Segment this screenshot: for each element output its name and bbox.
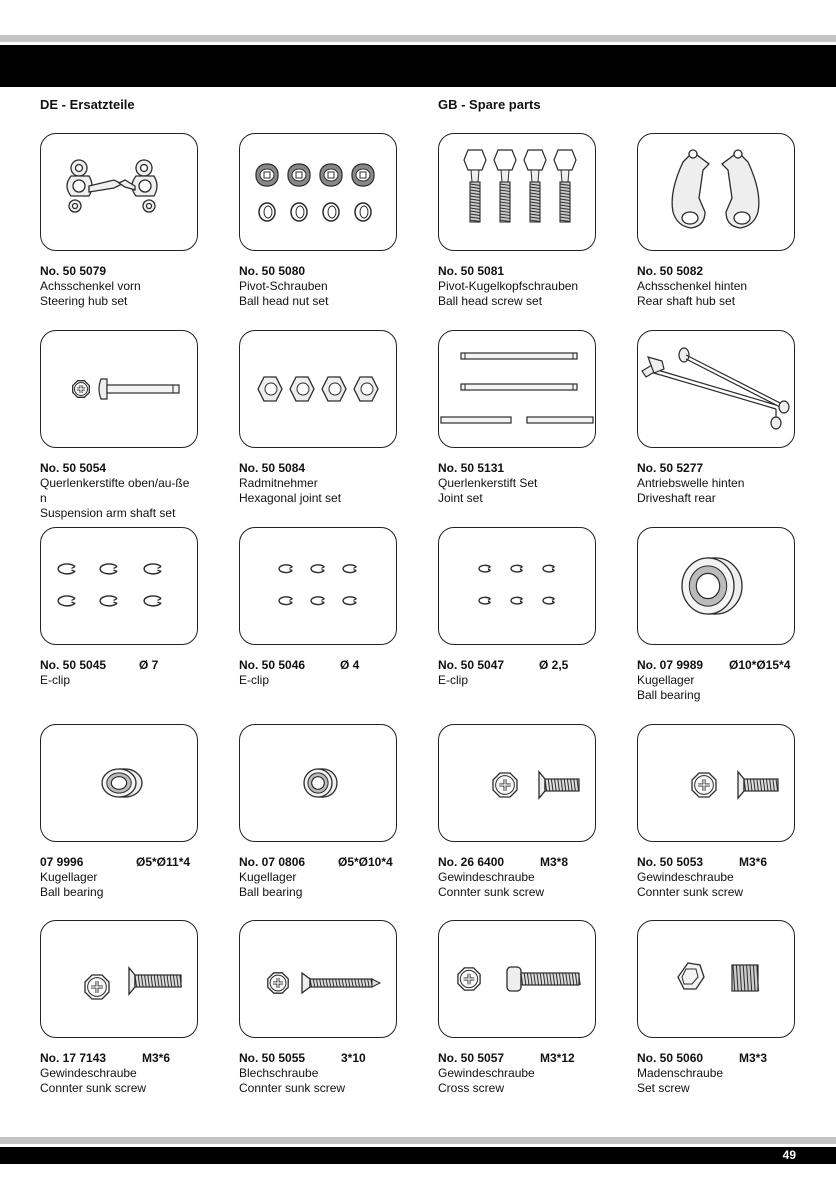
countersunk-screw-icon xyxy=(41,921,197,1037)
part-card xyxy=(40,133,198,251)
countersunk-screw-icon xyxy=(638,725,794,841)
part-caption xyxy=(40,264,215,309)
part-caption xyxy=(40,855,215,900)
part-number: No. 26 6400 xyxy=(438,855,505,869)
part-name-en: Ball bearing xyxy=(637,688,701,702)
part-size: M3*8 xyxy=(540,855,569,869)
bottom-grey-band xyxy=(0,1137,836,1144)
part-card xyxy=(637,527,795,645)
part-number: No. 17 7143 xyxy=(40,1051,107,1065)
ball-head-screw-icon xyxy=(439,134,595,250)
part-card xyxy=(438,724,596,842)
part-caption xyxy=(239,264,414,309)
part-card xyxy=(40,920,198,1038)
part-number: No. 50 5047 xyxy=(438,658,505,672)
part-card xyxy=(438,527,596,645)
part-size: Ø 2,5 xyxy=(539,658,569,672)
part-caption xyxy=(637,658,812,703)
part-caption xyxy=(40,461,215,521)
section-title-gb: GB - Spare parts xyxy=(438,97,541,112)
part-size: Ø5*Ø10*4 xyxy=(338,855,393,869)
ball-bearing-icon xyxy=(638,528,794,644)
part-name-en: Connter sunk screw xyxy=(239,1081,346,1095)
driveshaft-icon xyxy=(638,331,794,447)
part-caption xyxy=(438,855,613,900)
part-name-de: Achsschenkel hinten xyxy=(637,279,748,293)
part-card xyxy=(637,133,795,251)
part-name-en: Steering hub set xyxy=(40,294,128,308)
set-screw-icon xyxy=(638,921,794,1037)
ball-bearing-icon xyxy=(240,725,396,841)
steering-hub-icon xyxy=(41,134,197,250)
part-number: No. 50 5131 xyxy=(438,461,505,475)
part-size: 3*10 xyxy=(341,1051,366,1065)
part-number: No. 50 5082 xyxy=(637,264,704,278)
part-size: Ø10*Ø15*4 xyxy=(729,658,791,672)
part-card xyxy=(239,920,397,1038)
page-number: 49 xyxy=(782,1148,796,1162)
part-caption xyxy=(438,264,613,309)
part-number: No. 50 5057 xyxy=(438,1051,505,1065)
part-number: No. 50 5046 xyxy=(239,658,306,672)
countersunk-screw-icon xyxy=(439,725,595,841)
part-name-de: E-clip xyxy=(40,673,71,687)
part-name-de: Querlenkerstifte oben/au-ßen xyxy=(40,476,190,505)
part-number: No. 50 5081 xyxy=(438,264,505,278)
part-caption xyxy=(40,658,215,688)
part-name-en: Ball bearing xyxy=(239,885,303,899)
part-card xyxy=(637,330,795,448)
part-caption xyxy=(239,1051,414,1096)
part-name-de: Radmitnehmer xyxy=(239,476,318,490)
sheet-metal-screw-icon xyxy=(240,921,396,1037)
part-name-de: E-clip xyxy=(239,673,270,687)
part-card xyxy=(438,133,596,251)
part-name-en: Rear shaft hub set xyxy=(637,294,736,308)
ball-head-nut-icon xyxy=(240,134,396,250)
part-name-de: E-clip xyxy=(438,673,469,687)
part-number: No. 50 5084 xyxy=(239,461,306,475)
e-clip-icon xyxy=(439,528,595,644)
part-size: M3*12 xyxy=(540,1051,575,1065)
part-name-en: Connter sunk screw xyxy=(637,885,744,899)
part-name-en: Set screw xyxy=(637,1081,690,1095)
part-caption xyxy=(637,1051,812,1096)
part-name-en: Ball head nut set xyxy=(239,294,329,308)
joint-pins-icon xyxy=(439,331,595,447)
part-name-de: Kugellager xyxy=(239,870,297,884)
part-caption xyxy=(637,855,812,900)
bottom-black-band xyxy=(0,1147,836,1164)
part-card xyxy=(239,527,397,645)
part-size: Ø 7 xyxy=(139,658,159,672)
part-number: No. 50 5080 xyxy=(239,264,306,278)
pin-shaft-icon xyxy=(41,331,197,447)
part-name-en: Ball head screw set xyxy=(438,294,543,308)
e-clip-icon xyxy=(41,528,197,644)
part-size: M3*6 xyxy=(142,1051,171,1065)
part-caption xyxy=(239,855,414,900)
part-size: Ø5*Ø11*4 xyxy=(136,855,191,869)
part-name-en: Driveshaft rear xyxy=(637,491,716,505)
part-card xyxy=(40,330,198,448)
part-name-de: Gewindeschraube xyxy=(40,1066,137,1080)
part-name-de: Gewindeschraube xyxy=(637,870,734,884)
top-grey-band xyxy=(0,35,836,42)
part-caption xyxy=(438,1051,613,1096)
part-name-de: Madenschraube xyxy=(637,1066,724,1080)
part-card xyxy=(239,133,397,251)
section-title-de: DE - Ersatzteile xyxy=(40,97,135,112)
part-card xyxy=(40,724,198,842)
part-card xyxy=(438,330,596,448)
ball-bearing-icon xyxy=(41,725,197,841)
part-name-en: Cross screw xyxy=(438,1081,505,1095)
part-name-de: Blechschraube xyxy=(239,1066,319,1080)
part-name-de: Kugellager xyxy=(40,870,98,884)
part-name-de: Gewindeschraube xyxy=(438,870,535,884)
part-name-de: Gewindeschraube xyxy=(438,1066,535,1080)
part-name-de: Achsschenkel vorn xyxy=(40,279,141,293)
part-caption xyxy=(438,461,613,506)
rear-hub-icon xyxy=(638,134,794,250)
part-size: M3*6 xyxy=(739,855,768,869)
part-number: No. 50 5055 xyxy=(239,1051,306,1065)
part-name-en: Ball bearing xyxy=(40,885,104,899)
part-number: 07 9996 xyxy=(40,855,84,869)
part-card xyxy=(637,920,795,1038)
part-number: No. 50 5053 xyxy=(637,855,704,869)
part-number: No. 07 0806 xyxy=(239,855,306,869)
part-name-en: Suspension arm shaft set xyxy=(40,506,176,520)
part-number: No. 50 5079 xyxy=(40,264,107,278)
part-size: Ø 4 xyxy=(340,658,360,672)
part-size: M3*3 xyxy=(739,1051,768,1065)
cross-screw-icon xyxy=(439,921,595,1037)
part-card xyxy=(239,724,397,842)
part-name-en: Joint set xyxy=(438,491,483,505)
part-card xyxy=(40,527,198,645)
part-caption xyxy=(637,264,812,309)
part-name-de: Antriebswelle hinten xyxy=(637,476,745,490)
part-name-de: Pivot-Kugelkopfschrauben xyxy=(438,279,579,293)
part-name-en: Connter sunk screw xyxy=(40,1081,147,1095)
e-clip-icon xyxy=(240,528,396,644)
part-number: No. 50 5060 xyxy=(637,1051,704,1065)
part-name-de: Pivot-Schrauben xyxy=(239,279,328,293)
part-caption xyxy=(438,658,613,688)
part-name-en: Hexagonal joint set xyxy=(239,491,342,505)
part-name-en: Connter sunk screw xyxy=(438,885,545,899)
part-caption xyxy=(40,1051,215,1096)
hex-joint-icon xyxy=(240,331,396,447)
part-card xyxy=(637,724,795,842)
part-name-de: Querlenkerstift Set xyxy=(438,476,538,490)
part-card xyxy=(239,330,397,448)
part-name-de: Kugellager xyxy=(637,673,695,687)
part-caption xyxy=(239,658,414,688)
part-number: No. 50 5045 xyxy=(40,658,107,672)
part-number: No. 07 9989 xyxy=(637,658,704,672)
part-card xyxy=(438,920,596,1038)
part-caption xyxy=(239,461,414,506)
part-number: No. 50 5054 xyxy=(40,461,107,475)
part-number: No. 50 5277 xyxy=(637,461,704,475)
top-black-band xyxy=(0,45,836,87)
part-caption xyxy=(637,461,812,506)
